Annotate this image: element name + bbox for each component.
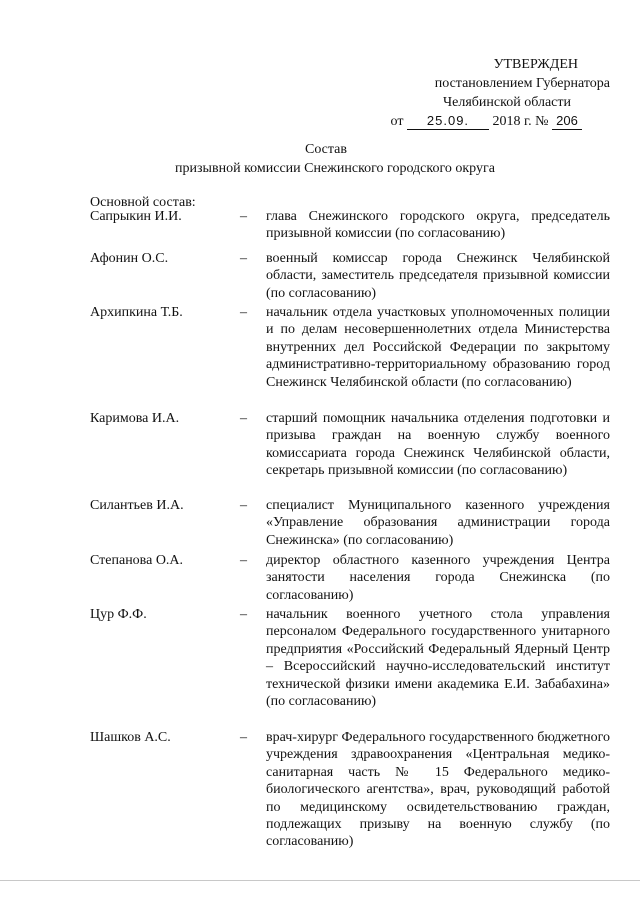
section-label: Основной состав: [90, 195, 196, 210]
member-name: Сапрыкин И.И. [90, 209, 182, 224]
member-name: Цур Ф.Ф. [90, 607, 147, 622]
approval-date-line [0, 112, 612, 131]
member-role: военный комиссар города Снежинск Челябинской области, заместитель председателя призывной комиссии (по согласованию) [266, 251, 610, 301]
page-bottom-rule [0, 880, 640, 881]
member-row [0, 729, 640, 849]
member-row [0, 497, 640, 552]
member-dash: – [240, 498, 247, 513]
title-line-1: Состав [304, 142, 347, 157]
document-title [0, 140, 640, 178]
member-role: начальник отдела участковых уполномоченных полиции и по делам несовершеннолетних отдела Министерства внутренних дел Российской Федерации по закрытому административно-территориальному образованию город Снежинск Челябинской области (по согласованию) [266, 305, 610, 390]
member-row [0, 410, 640, 497]
member-name: Шашков А.С. [90, 730, 171, 745]
approval-authority: постановлением Губернатора [434, 76, 610, 91]
member-role: глава Снежинского городского округа, председатель призывной комиссии (по согласованию) [266, 209, 610, 242]
member-dash: – [240, 209, 247, 224]
member-dash: – [240, 305, 247, 320]
member-dash: – [240, 607, 247, 622]
member-role: начальник военного учетного стола управления персоналом Федерального государственного унитарного предприятия «Российский Федеральный Ядерный Центр – Всероссийский научно-исследовательский институт технической физики имени академика Е.И. Забабахина» (по согласованию) [266, 607, 610, 710]
member-role: врач-хирург Федерального государственного бюджетного учреждения здравоохранения «Центральная медико-санитарная часть № 15 Федерального медико-биологического агентства», врач, руководящий работой по медицинскому освидетельствованию граждан, подлежащих призыву на военную службу (по согласованию) [266, 730, 610, 850]
approval-region: Челябинской области [443, 95, 571, 110]
approval-number: 206 [552, 113, 582, 130]
member-row [0, 552, 640, 606]
approval-heading: УТВЕРЖДЕН [493, 57, 578, 72]
member-row [0, 606, 640, 729]
member-dash: – [240, 251, 247, 266]
member-row [0, 250, 640, 304]
member-dash: – [240, 553, 247, 568]
members-list [0, 208, 640, 849]
member-name: Степанова О.А. [90, 553, 184, 568]
approval-from-prefix: от [390, 114, 404, 129]
member-name: Силантьев И.А. [90, 498, 184, 513]
member-row [0, 304, 640, 410]
member-name: Архипкина Т.Б. [90, 305, 183, 320]
approval-date: 25.09. [407, 113, 489, 130]
approval-block [0, 55, 612, 131]
member-role: директор областного казенного учреждения Центра занятости населения города Снежинска (по согласованию) [266, 553, 610, 603]
member-dash: – [240, 730, 247, 745]
member-name: Афонин О.С. [90, 251, 169, 266]
member-row [0, 208, 640, 250]
member-role: старший помощник начальника отделения подготовки и призыва граждан на военную службу военного комиссариата города Снежинск Челябинской области, секретарь призывной комиссии (по согласованию) [266, 411, 610, 479]
member-role: специалист Муниципального казенного учреждения «Управление образования администрации города Снежинска» (по согласованию) [266, 498, 610, 548]
member-name: Каримова И.А. [90, 411, 180, 426]
member-dash: – [240, 411, 247, 426]
approval-year-suffix: 2018 г. № [492, 114, 549, 129]
title-line-2: призывной комиссии Снежинского городского округа [175, 161, 495, 176]
